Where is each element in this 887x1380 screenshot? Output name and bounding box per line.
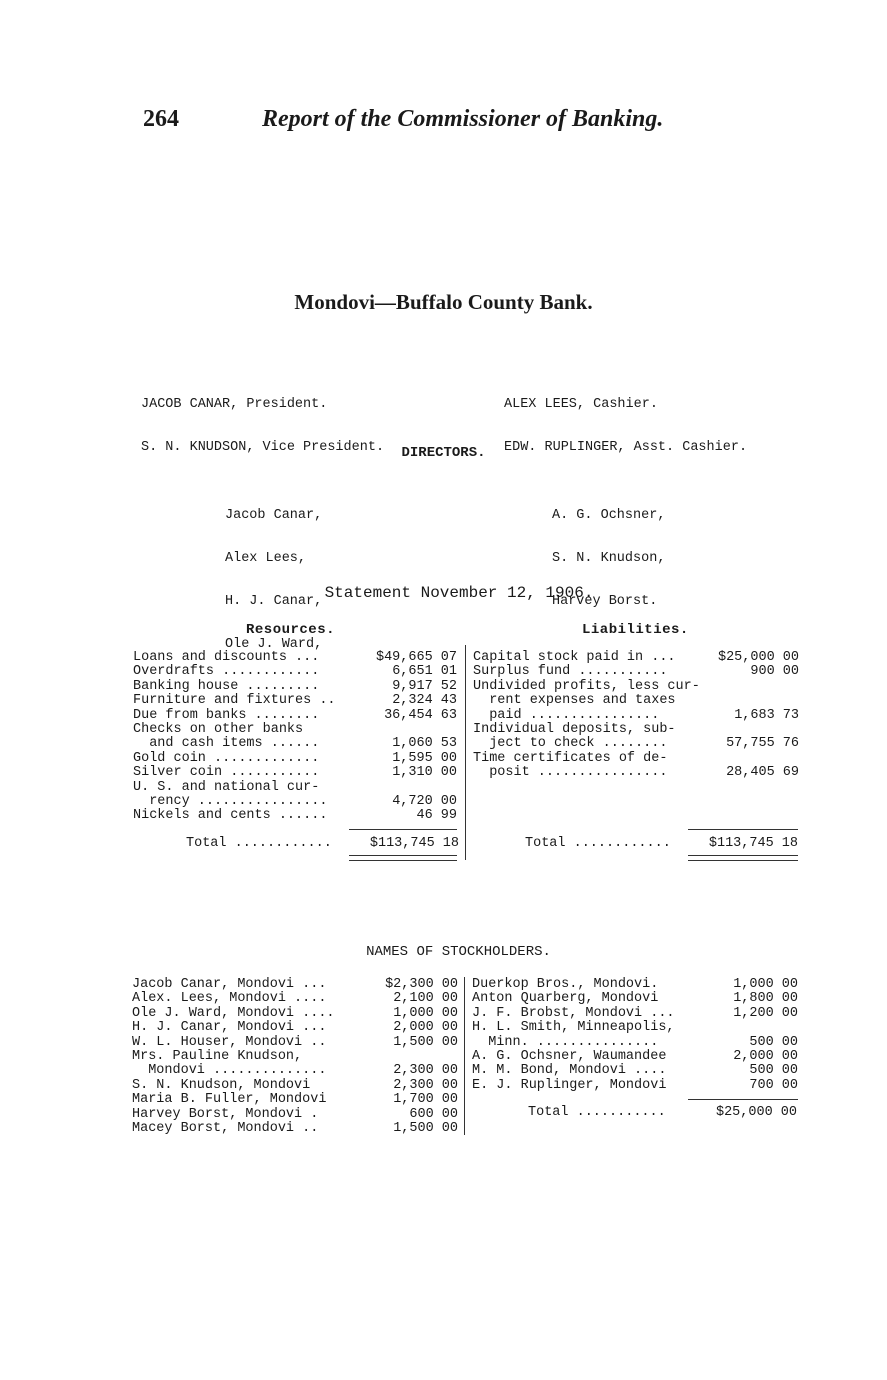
row-amount bbox=[695, 752, 799, 766]
table-row bbox=[132, 1021, 458, 1035]
table-row bbox=[132, 992, 458, 1006]
directors-right bbox=[552, 480, 665, 624]
row-amount bbox=[696, 1021, 798, 1035]
row-amount: $2,300 00 bbox=[385, 977, 458, 992]
row-label: Macey Borst, Mondovi .. bbox=[132, 1121, 319, 1136]
row-label: Undivided profits, less cur- bbox=[473, 678, 700, 694]
row-label: Alex. Lees, Mondovi .... bbox=[132, 991, 327, 1007]
row-amount bbox=[695, 694, 799, 708]
row-label: Banking house ......... bbox=[133, 678, 320, 694]
table-row bbox=[132, 1064, 458, 1078]
table-row bbox=[133, 651, 457, 665]
row-amount: 1,500 00 bbox=[393, 1034, 458, 1050]
row-amount: 4,720 00 bbox=[392, 794, 457, 809]
row-amount: 2,300 00 bbox=[393, 1063, 458, 1079]
row-label: M. M. Bond, Mondovi .... bbox=[472, 1063, 667, 1079]
row-amount: 1,000 00 bbox=[393, 1005, 458, 1021]
table-row bbox=[133, 665, 457, 679]
row-amount: 1,200 00 bbox=[733, 1005, 798, 1021]
row-label: paid ................ bbox=[473, 707, 660, 723]
liabilities-total-value: $113,745 18 bbox=[708, 836, 798, 851]
row-label: Duerkop Bros., Mondovi. bbox=[472, 977, 659, 992]
row-label: rency ................ bbox=[133, 794, 328, 809]
table-row bbox=[133, 737, 457, 751]
directors-heading: DIRECTORS. bbox=[401, 445, 486, 461]
row-label: Gold coin ............. bbox=[133, 750, 320, 766]
row-label: Nickels and cents ...... bbox=[133, 808, 328, 824]
table-row bbox=[473, 737, 799, 751]
row-amount: 28,405 69 bbox=[726, 765, 799, 781]
officer-president: JACOB CANAR, President. bbox=[141, 396, 328, 412]
table-row bbox=[472, 1036, 798, 1050]
table-row bbox=[132, 1007, 458, 1021]
stockholders-total-label: Total ........... bbox=[528, 1105, 666, 1120]
row-label: U. S. and national cur- bbox=[133, 779, 320, 795]
row-label: Jacob Canar, Mondovi ... bbox=[132, 977, 327, 992]
row-label: Overdrafts ............ bbox=[133, 664, 320, 680]
row-label: H. J. Canar, Mondovi ... bbox=[132, 1020, 327, 1036]
resources-total-double-rule bbox=[349, 855, 457, 861]
liabilities-heading: Liabilities. bbox=[582, 622, 689, 638]
row-label: E. J. Ruplinger, Mondovi bbox=[472, 1077, 667, 1093]
row-label: A. G. Ochsner, Waumandee bbox=[472, 1049, 667, 1064]
row-label: Silver coin ........... bbox=[133, 765, 320, 781]
row-amount: 1,700 00 bbox=[393, 1092, 458, 1108]
row-label: Furniture and fixtures .. bbox=[133, 693, 336, 709]
officer-cashier: ALEX LEES, Cashier. bbox=[504, 396, 658, 412]
running-title: Report of the Commissioner of Banking. bbox=[262, 106, 664, 132]
statement-title: Statement November 12, 1906. bbox=[324, 584, 594, 602]
row-amount: $49,665 07 bbox=[375, 650, 457, 665]
stockholders-total-rule bbox=[688, 1099, 798, 1100]
row-amount: 1,683 73 bbox=[734, 707, 799, 723]
page-number: 264 bbox=[143, 106, 179, 132]
row-amount: 1,595 00 bbox=[392, 750, 457, 766]
liabilities-total-label: Total ............ bbox=[525, 836, 671, 851]
table-row bbox=[133, 680, 457, 694]
row-label: Surplus fund ........... bbox=[473, 664, 668, 680]
row-amount: 2,300 00 bbox=[393, 1077, 458, 1093]
row-amount: 1,800 00 bbox=[733, 991, 798, 1007]
row-amount: 1,500 00 bbox=[393, 1121, 458, 1136]
row-label: Checks on other banks bbox=[133, 722, 304, 737]
stockholders-divider bbox=[464, 977, 465, 1135]
row-amount: 2,100 00 bbox=[393, 991, 458, 1007]
row-label: W. L. Houser, Mondovi .. bbox=[132, 1034, 327, 1050]
table-row bbox=[132, 1093, 458, 1107]
resources-heading: Resources. bbox=[246, 622, 336, 638]
row-amount: 9,917 52 bbox=[392, 678, 457, 694]
row-label: Capital stock paid in ... bbox=[473, 650, 676, 665]
table-row bbox=[133, 723, 457, 737]
stockholders-total-row bbox=[528, 1106, 797, 1120]
table-row bbox=[472, 978, 798, 992]
officer-asst-cashier: EDW. RUPLINGER, Asst. Cashier. bbox=[504, 440, 748, 456]
resources-total-row bbox=[186, 837, 459, 851]
liabilities-total-row bbox=[525, 837, 798, 851]
stockholders-total-value: $25,000 00 bbox=[715, 1105, 797, 1120]
table-row bbox=[473, 694, 799, 708]
table-row bbox=[132, 978, 458, 992]
row-label: rent expenses and taxes bbox=[473, 693, 676, 709]
director: Harvey Borst. bbox=[552, 594, 658, 610]
row-label: Maria B. Fuller, Mondovi bbox=[132, 1092, 327, 1108]
row-amount: $25,000 00 bbox=[717, 650, 799, 665]
table-row bbox=[132, 1050, 458, 1064]
row-label: Individual deposits, sub- bbox=[473, 722, 676, 737]
table-row bbox=[133, 795, 457, 809]
row-label: Harvey Borst, Mondovi . bbox=[132, 1106, 319, 1122]
table-row bbox=[133, 694, 457, 708]
table-row bbox=[472, 1064, 798, 1078]
officer-vice-president: S. N. KNUDSON, Vice President. bbox=[141, 440, 385, 456]
row-amount: 1,310 00 bbox=[392, 765, 457, 781]
row-amount bbox=[353, 781, 457, 795]
row-label: S. N. Knudson, Mondovi bbox=[132, 1077, 311, 1093]
table-row bbox=[473, 709, 799, 723]
row-amount: 46 99 bbox=[416, 808, 457, 824]
table-row bbox=[133, 709, 457, 723]
resources-total-label: Total ............ bbox=[186, 836, 332, 851]
row-amount bbox=[695, 723, 799, 737]
row-amount bbox=[353, 723, 457, 737]
row-amount: 2,324 43 bbox=[392, 693, 457, 709]
row-amount: 6,651 01 bbox=[392, 664, 457, 680]
table-row bbox=[133, 766, 457, 780]
director: S. N. Knudson, bbox=[552, 551, 666, 567]
table-row bbox=[472, 1079, 798, 1093]
row-amount: 1,000 00 bbox=[733, 977, 798, 992]
row-label: Mondovi .............. bbox=[132, 1063, 327, 1079]
table-row bbox=[133, 809, 457, 823]
table-row bbox=[473, 766, 799, 780]
row-amount bbox=[356, 1050, 458, 1064]
director: Ole J. Ward, bbox=[225, 637, 323, 653]
row-label: Anton Quarberg, Mondovi bbox=[472, 991, 659, 1007]
row-amount: 57,755 76 bbox=[726, 736, 799, 752]
stockholders-heading: NAMES OF STOCKHOLDERS. bbox=[366, 944, 551, 960]
table-row bbox=[472, 1007, 798, 1021]
row-amount bbox=[695, 680, 799, 694]
row-label: ject to check ........ bbox=[473, 736, 668, 752]
row-amount: 600 00 bbox=[409, 1106, 458, 1122]
director: H. J. Canar, bbox=[225, 594, 323, 610]
row-label: and cash items ...... bbox=[133, 736, 320, 752]
liabilities-total-double-rule bbox=[688, 855, 798, 861]
row-amount: 36,454 63 bbox=[384, 707, 457, 723]
row-amount: 700 00 bbox=[749, 1077, 798, 1093]
liabilities-total-rule bbox=[688, 829, 798, 830]
row-label: posit ................ bbox=[473, 765, 668, 781]
bank-title: Mondovi—Buffalo County Bank. bbox=[294, 290, 593, 314]
resources-total-rule bbox=[349, 829, 457, 830]
director: Alex Lees, bbox=[225, 551, 307, 567]
row-amount: 500 00 bbox=[749, 1063, 798, 1079]
row-amount: 2,000 00 bbox=[393, 1020, 458, 1036]
table-row bbox=[472, 1021, 798, 1035]
table-row bbox=[133, 781, 457, 795]
table-row bbox=[472, 992, 798, 1006]
table-row bbox=[473, 651, 799, 665]
director: A. G. Ochsner, bbox=[552, 507, 666, 523]
table-row bbox=[473, 752, 799, 766]
table-row bbox=[473, 665, 799, 679]
director: Jacob Canar, bbox=[225, 507, 323, 523]
row-amount: 2,000 00 bbox=[733, 1049, 798, 1064]
row-label: Mrs. Pauline Knudson, bbox=[132, 1049, 303, 1064]
row-label: J. F. Brobst, Mondovi ... bbox=[472, 1005, 675, 1021]
table-row bbox=[133, 752, 457, 766]
directors-left bbox=[225, 480, 322, 667]
row-label: Minn. ............... bbox=[472, 1034, 659, 1050]
row-label: H. L. Smith, Minneapolis, bbox=[472, 1020, 675, 1036]
row-amount: 500 00 bbox=[749, 1034, 798, 1050]
row-amount: 1,060 53 bbox=[392, 736, 457, 752]
table-row bbox=[132, 1079, 458, 1093]
row-amount: 900 00 bbox=[750, 664, 799, 680]
table-row bbox=[132, 1108, 458, 1122]
table-row bbox=[472, 1050, 798, 1064]
statement-divider bbox=[465, 645, 466, 860]
row-label: Loans and discounts ... bbox=[133, 650, 320, 665]
table-row bbox=[473, 723, 799, 737]
row-label: Ole J. Ward, Mondovi .... bbox=[132, 1005, 335, 1021]
table-row bbox=[132, 1122, 458, 1136]
table-row bbox=[132, 1036, 458, 1050]
table-row bbox=[473, 680, 799, 694]
resources-total-value: $113,745 18 bbox=[369, 836, 459, 851]
row-label: Due from banks ........ bbox=[133, 707, 320, 723]
row-label: Time certificates of de- bbox=[473, 750, 668, 766]
